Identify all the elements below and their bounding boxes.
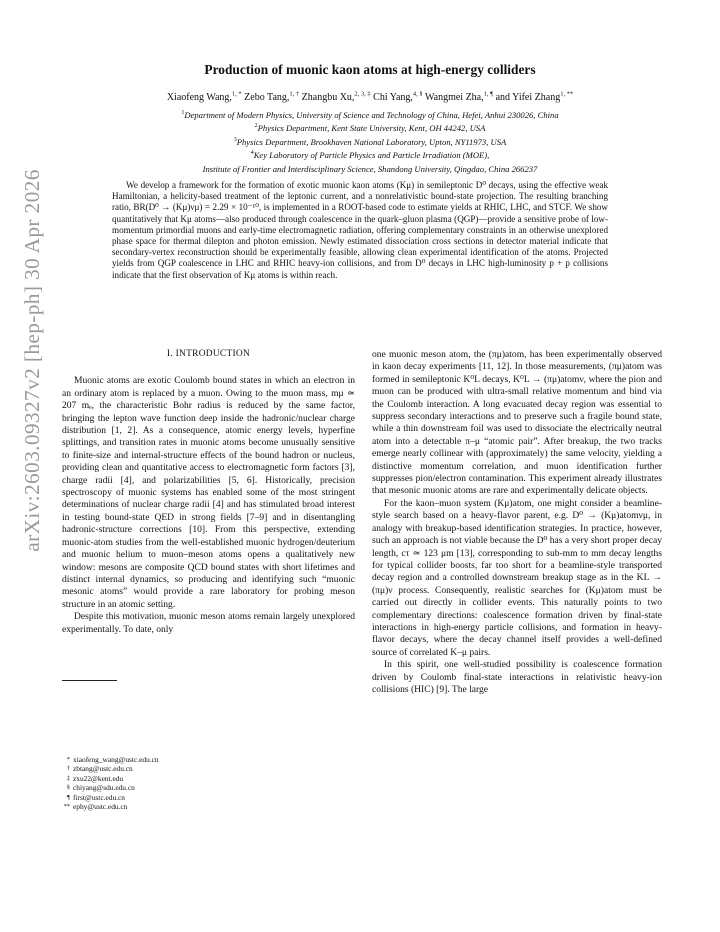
footnote: † zbtang@ustc.edu.cn [66, 764, 133, 774]
footnote: ¶ first@ustc.edu.cn [67, 792, 125, 802]
footnote: * xiaofeng_wang@ustc.edu.cn [66, 755, 159, 764]
footnote: ‡ zxu22@kent.edu [66, 773, 124, 783]
left-column [62, 348, 355, 636]
arxiv-identifier-text: arXiv:2603.09327v2 [hep-ph] 30 Apr 2026 [19, 168, 44, 552]
affiliation: $^3$Physics Department, Brookhaven National Laboratory, Upton, NY11973, USA [233, 136, 507, 147]
footnote-list [58, 755, 358, 811]
author: Chi Yang,$^{4, \S}$ [373, 91, 423, 104]
author: and Yifei Zhang$^{1, **}$ [495, 91, 574, 104]
affiliation-list [70, 108, 670, 175]
author: Wangmei Zha,$^{1, \P}$ [425, 91, 494, 104]
body-paragraph: Muonic atoms are exotic Coulomb bound states in which an electron in an ordinary atom is replaced by a muon. Owing to the muon mass, mμ ≃ 207 mₑ, the characteristic Bohr radius is reduced by the same factor, bringing the lepton wave function deep inside the hadronic/nuclear charge distribution [1, 2]. As a consequence, atomic energy levels, hyperfine splittings, and transition rates in muonic atoms become unusually sensitive to finite-size and internal-structure effects of the bound hadron or nucleus, providing clean and quantitative access to electromagnetic form factors [3], charge radii [4], and polarizabilities [5, 6]. Historically, precision spectroscopy of muonic systems has enabled some of the most stringent determinations of nuclear charge radii [4] and has stimulated broad interest in testing bound-state QED in strong fields [7–9] and in disentangling hadronic-structure corrections [10]. From this perspective, extending muonic-atom studies from the well-established muonic hydrogen/deuterium and muonic helium to muon–meson atoms opens a qualitatively new window: mesons are composite QCD bound states with short lifetimes and distinct internal dynamics, so producing and identifying such “muonic mesonic atoms” would provide a rare laboratory for probing meson structure in an atomic setting. [62, 375, 355, 610]
body-paragraph: For the kaon–muon system (Kμ)atom, one might consider a beamline-style search based on a heavy-flavor parent, e.g. D⁰ → (Kμ)atomνμ, in analogy with breakup-based identification strategies. In practice, however, such an approach is not viable because the D⁰ has a very short proper decay length, cτ ≃ 123 μm [13], corresponding to sub-mm to mm decay lengths for typical collider boosts, far too short for a beamline-style transported decay region and a controlled downstream breakup stage as in the KL → (πμ)ν process. Consequently, realistic searches for (Kμ)atom must be carried out directly in collider events. This naturally points to two complementary directions: coalescence formation driven by final-state interactions in high-energy particle collisions, and formation in heavy-flavor decays, where the decay channel itself provides a well-defined source of correlated K–μ pairs. [372, 497, 662, 658]
author: Zhangbu Xu,$^{2, 3, \ddagger}$ [301, 91, 371, 104]
body-paragraph: one muonic meson atom, the (πμ)atom, has been experimentally observed in kaon decay experiments [11, 12]. In those measurements, (πμ)atom was formed in semileptonic K⁰L decays, K⁰L → (πμ)atomν, where the pion and muon can be produced with ultra-small relative momentum and bind via the Coulomb interaction. A long evacuated decay region was essential to suppress secondary interactions and to preserve such a fragile bound state, while a thin downstream foil was used to dissociate the electrically neutral atom into a detectable π–μ “atomic pair”. After breakup, the two tracks emerge nearly collinear with (approximately) the same velocity, yielding a distinctive momentum correlation, and muon identification further suppresses pion/electron contamination. This experiment already illustrates that mesonic muonic atoms are rare and experimentally delicate objects. [372, 349, 662, 497]
affiliation: $^1$Department of Modern Physics, University of Science and Technology of China, Hefei, Anhui 230026, China [181, 109, 559, 120]
paper-title: Production of muonic kaon atoms at high-energy colliders [204, 62, 536, 77]
footnote: ** ephy@ustc.edu.cn [63, 802, 128, 812]
author-list [70, 91, 670, 103]
author: Xiaofeng Wang,$^{1, *}$ [166, 91, 242, 104]
body-paragraph: Despite this motivation, muonic meson atoms remain largely unexplored experimentally. To date, only [62, 611, 355, 635]
affiliation: Institute of Frontier and Interdisciplinary Science, Shandong University, Qingdao, China 266237 [202, 163, 538, 174]
footnote: § chiyang@sdu.edu.cn [66, 783, 135, 793]
affiliation: $^2$Physics Department, Kent State University, Kent, OH 44242, USA [254, 123, 486, 134]
author: Zebo Tang,$^{1, \dagger}$ [244, 91, 300, 104]
section-heading-introduction: I. INTRODUCTION [166, 349, 251, 359]
arxiv-identifier-stamp [8, 60, 56, 660]
affiliation: $^4$Key Laboratory of Particle Physics and Particle Irradiation (MOE), [250, 150, 490, 161]
right-column [372, 349, 662, 696]
body-paragraph: In this spirit, one well-studied possibility is coalescence formation driven by Coulomb final-state interactions in relativistic heavy-ion collisions (HIC) [9]. The large [372, 659, 662, 695]
abstract: We develop a framework for the formation of exotic muonic kaon atoms (Kμ) in semileptonic D⁰ decays, using the effective weak Hamiltonian, a helicity-based treatment of the leptonic current, and a nonrelativistic bound-state projection. The resulting branching ratio, BR(D⁰ → (Kμ)νμ) = 2.29 × 10⁻¹⁰, is implemented in a ROOT-based code to estimate yields at RHIC, LHC, and STCF. We show quantitatively that Kμ atoms—also produced through coalescence in the quark–gluon plasma (QGP)—provide a sensitive probe of low-momentum primordial muons and early-time electromagnetic radiation, offering complementary constraints in an otherwise unexplored phase space for thermal dilepton and photon emission. Newly estimated dissociation cross sections in detector material indicate that secondary-vertex reconstruction should be experimentally feasible, allowing clean experimental identification of the atoms. Projected yields from QGP coalescence in LHC and RHIC heavy-ion collisions, and from D⁰ decays in LHC high-luminosity p + p collisions indicate that the first observation of Kμ atoms is within reach. [112, 180, 608, 280]
footnote-divider [62, 680, 117, 681]
